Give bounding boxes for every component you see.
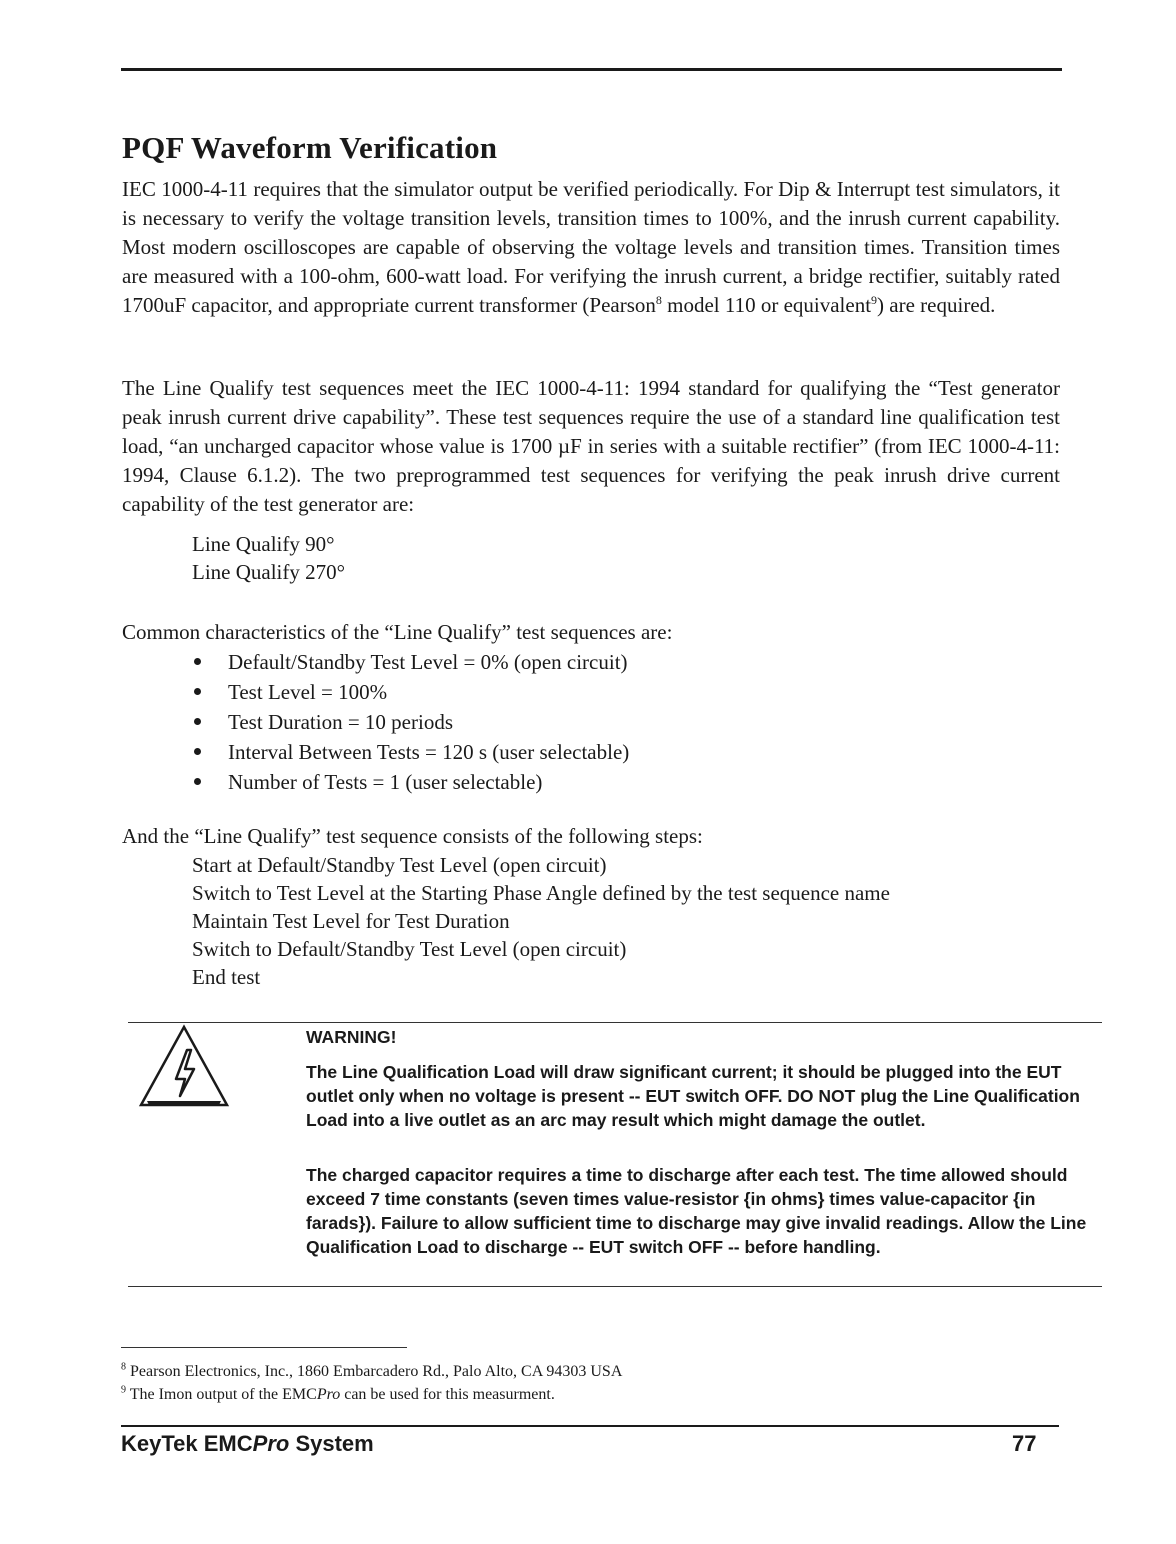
characteristic-text: Number of Tests = 1 (user selectable)	[228, 770, 543, 794]
bullet-icon	[194, 718, 201, 725]
intro-text-c: ) are required.	[877, 293, 996, 317]
steps-intro: And the “Line Qualify” test sequence consists of the following steps:	[122, 824, 703, 848]
characteristic-item	[192, 767, 629, 797]
footnote-8	[121, 1362, 622, 1382]
step-item: Start at Default/Standby Test Level (open circuit)	[192, 853, 607, 877]
intro-text-b: model 110 or equivalent	[661, 293, 872, 317]
step-item: Switch to Test Level at the Starting Phase Angle defined by the test sequence name	[192, 881, 890, 905]
characteristic-text: Test Level = 100%	[228, 680, 388, 704]
warning-bottom-rule	[128, 1286, 1102, 1287]
footer-brand-b: System	[289, 1431, 374, 1456]
bullet-icon	[194, 688, 201, 695]
footer-brand-em: Pro	[252, 1431, 290, 1456]
footnote-text-b: can be used for this measurment.	[340, 1386, 555, 1403]
footnote-text: Pearson Electronics, Inc., 1860 Embarcadero Rd., Palo Alto, CA 94303 USA	[130, 1363, 623, 1380]
step-item: Maintain Test Level for Test Duration	[192, 909, 510, 933]
bullet-icon	[194, 658, 201, 665]
footnote-ref-9: 9	[871, 293, 878, 307]
warning-heading: WARNING!	[306, 1027, 397, 1047]
warning-paragraph-1: The Line Qualification Load will draw significant current; it should be plugged into the EUT outlet only when no voltage is present -- EUT switch OFF. DO NOT plug the Line Qualification Load into a live outlet as an arc may result which might damage the outlet.	[306, 1062, 1080, 1130]
sequence-item: Line Qualify 90°	[192, 532, 335, 556]
step-item: Switch to Default/Standby Test Level (open circuit)	[192, 937, 627, 961]
page-title: PQF Waveform Verification	[122, 130, 498, 165]
footnote-rule	[121, 1347, 407, 1348]
characteristics-list	[192, 647, 629, 797]
bullet-icon	[194, 748, 201, 755]
lightning-warning-triangle-icon	[138, 1024, 230, 1108]
bullet-icon	[194, 778, 201, 785]
characteristics-intro: Common characteristics of the “Line Qualify” test sequences are:	[122, 620, 673, 644]
characteristic-item	[192, 677, 629, 707]
intro-paragraph	[122, 175, 1060, 320]
footnote-ref-8: 8	[655, 293, 662, 307]
characteristic-item	[192, 647, 629, 677]
characteristic-text: Default/Standby Test Level = 0% (open circuit)	[228, 650, 628, 674]
characteristic-text: Test Duration = 10 periods	[228, 710, 454, 734]
top-rule	[121, 68, 1062, 71]
steps-list	[192, 851, 890, 991]
sequence-list	[192, 530, 345, 586]
line-qualify-paragraph: The Line Qualify test sequences meet the IEC 1000-4-11: 1994 standard for qualifying the “Test generator peak inrush current drive capability”. These test sequences require the use of a standard line qualification test load, “an uncharged capacitor whose value is 1700 µF in series with a suitable rectifier” (from IEC 1000-4-11: 1994, Clause 6.1.2). The two preprogrammed test sequences for verifying the peak inrush drive current capability of the test generator are:	[122, 376, 1060, 516]
footnote-text-em: Pro	[316, 1386, 341, 1403]
warning-top-rule	[128, 1022, 1102, 1023]
footer-brand	[121, 1431, 374, 1457]
sequence-item: Line Qualify 270°	[192, 560, 346, 584]
page-number: 77	[1012, 1431, 1037, 1456]
bottom-rule	[121, 1425, 1059, 1427]
footnote-9	[121, 1385, 555, 1405]
characteristic-text: Interval Between Tests = 120 s (user selectable)	[228, 740, 630, 764]
characteristic-item	[192, 737, 629, 767]
footnote-number: 8	[121, 1361, 126, 1373]
warning-paragraph-2: The charged capacitor requires a time to discharge after each test. The time allowed should exceed 7 time constants (seven times value-resistor {in ohms} times value-capacitor {in farads}). Failure to allow sufficient time to discharge may give invalid readings. Allow the Line Qualification Load to discharge -- EUT switch OFF -- before handling.	[306, 1165, 1087, 1257]
footer-brand-a: KeyTek EMC	[121, 1431, 253, 1456]
footnote-text-a: The Imon output of the EMC	[129, 1386, 317, 1403]
footnote-number: 9	[121, 1384, 126, 1396]
characteristic-item	[192, 707, 629, 737]
intro-text-a: IEC 1000-4-11 requires that the simulator output be verified periodically. For Dip & Interrupt test simulators, it is necessary to verify the voltage transition levels, transition times to 100%, and the inrush current capability. Most modern oscilloscopes are capable of observing the voltage levels and transition times. Transition times are measured with a 100-ohm, 600-watt load. For verifying the inrush current, a bridge rectifier, suitably rated 1700uF capacitor, and appropriate current transformer (Pearson	[122, 177, 1060, 317]
step-item: End test	[192, 965, 261, 989]
